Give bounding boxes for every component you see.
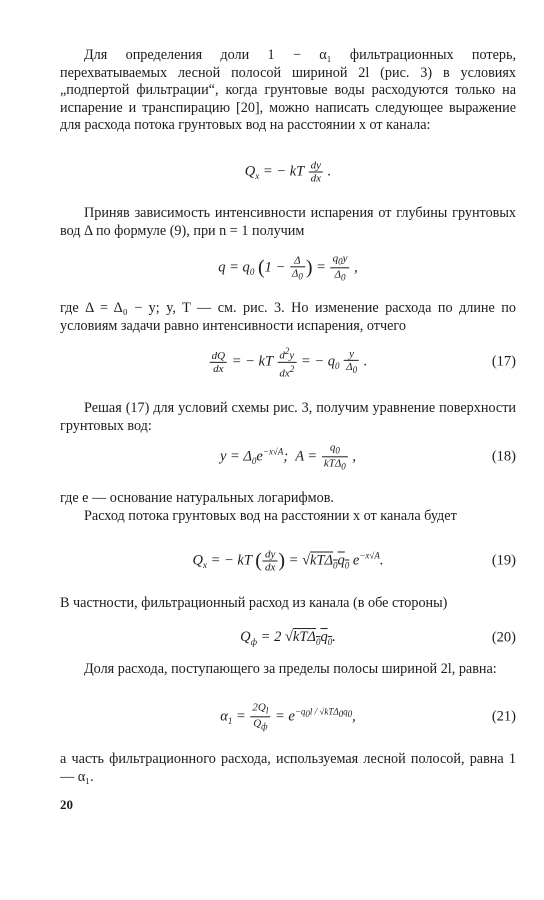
formula-evaporation: $q = q_0$ (1 − $\frac{\Delta}{\Delta_0}$ ) = $\frac{q_0y}{\Delta_0}$ , xyxy=(218,252,358,283)
equation-number-21: (21) xyxy=(491,708,516,725)
paragraph-conclusion: а часть фильтрационного расхода, используемая лесной полосой, равна 1 — α₁. xyxy=(60,751,516,785)
paragraph-flow-discharge: Расход потока грунтовых вод на расстоянии x от канала будет xyxy=(84,508,457,524)
equation-number-20: (20) xyxy=(491,629,516,646)
formula-18: $y = \Delta_0e^{-x√A}$; A = $\frac{q_0}{kT\Delta_0}$ , (18) xyxy=(219,441,516,472)
formula-19: $Q_x$ = − kT ( $\frac{dy}{dx}$ ) = $√kT\Delta_0q_0$ $e^{-x√A}$. (19) xyxy=(192,548,516,574)
equation-number-18: (18) xyxy=(491,448,516,465)
paragraph-canal-flow: В частности, фильтрационный расход из канала (в обе стороны) xyxy=(60,595,448,611)
page-number: 20 xyxy=(60,797,73,812)
paragraph-evaporation: Приняв зависимость интенсивности испарения от глубины грунтовых вод Δ по формуле (9), при n = 1 получим xyxy=(60,205,516,239)
paragraph-where-delta: где Δ = Δ₀ − y; y, T — см. рис. 3. Но изменение расхода по длине по условиям задачи равно интенсивности испарения, отчего xyxy=(60,300,516,334)
paragraph-solving: Решая (17) для условий схемы рис. 3, получим уравнение поверхности грунтовых вод: xyxy=(60,400,516,434)
formula-20: $Q_ф = 2$ $√kT\Delta_0q_0$. (20) xyxy=(240,629,516,647)
equation-number-17: (17) xyxy=(491,353,516,370)
paragraph-natural-log: где e — основание натуральных логарифмов. xyxy=(60,490,334,506)
formula-17: $\frac{dQ}{dx}$ = − kT $\frac{d^2y}{dx^2}$ = − $q_0$ $\frac{y}{\Delta_0}$ . (17) xyxy=(211,345,516,380)
paragraph-fraction: Доля расхода, поступающего за пределы полосы шириной 2l, равна: xyxy=(84,661,497,677)
formula-21: $\alpha_1$ = $\frac{2Q_l}{Q_ф}$ = $e^{-q_0l / √kT\Delta_0q_0}$, (21) xyxy=(220,701,516,732)
formula-discharge: $Q_x$ = − kT $\frac{dy}{dx}$ . xyxy=(244,159,332,185)
equation-number-19: (19) xyxy=(491,552,516,569)
paragraph-intro: Для определения доли 1 − α₁ фильтрационных потерь, перехватываемых лесной полосой шириной 2l (рис. 3) в условиях „подпертой фильтрации“, когда грунтовые воды расходуются только на испарение и транспирацию [20], можно написать следующее выражение для расхода потока грунтовых вод на расстоянии x от канала: xyxy=(60,47,516,133)
